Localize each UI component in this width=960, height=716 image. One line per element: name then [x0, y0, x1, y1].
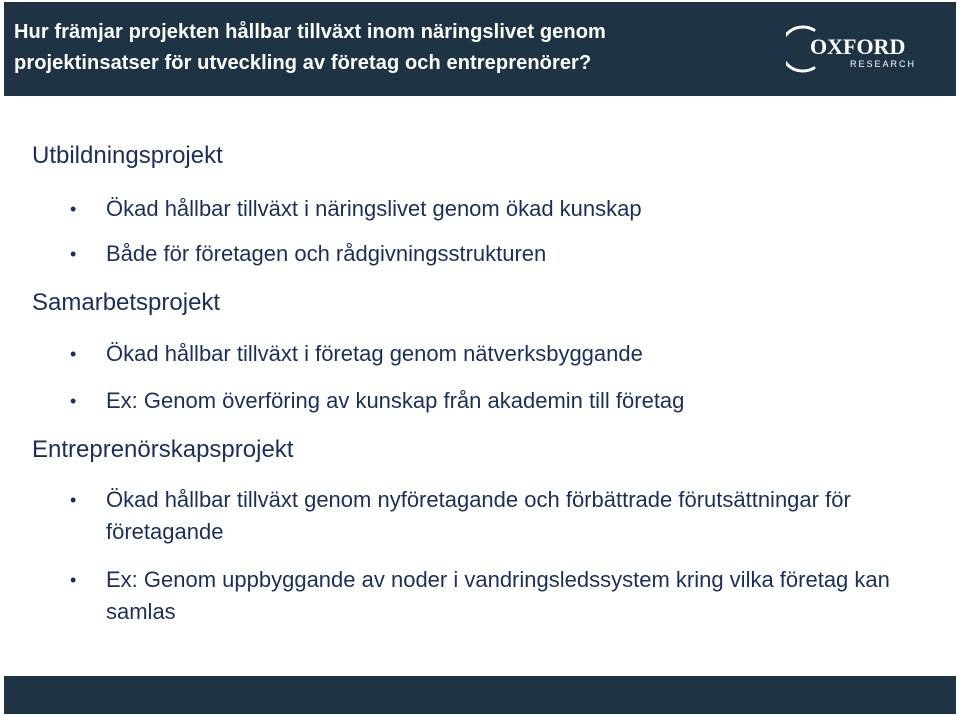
bullet-dot: •	[70, 244, 77, 264]
logo-subtext: RESEARCH	[850, 59, 917, 69]
bullet-text: Ex: Genom uppbyggande av noder i vandringsledssystem kring vilka företag kan samlas	[106, 567, 890, 624]
bullet-dot: •	[70, 490, 77, 510]
bullet-text: Både för företagen och rådgivningsstrukturen	[106, 241, 547, 266]
section-heading-entreprenorskap: Entreprenörskapsprojekt	[32, 436, 294, 463]
oxford-research-logo	[786, 24, 926, 74]
footer-bar	[4, 676, 956, 714]
slide-title: Hur främjar projekten hållbar tillväxt inom näringslivet genom projektinsatser för utveckling av företag och entreprenörer?	[14, 21, 606, 74]
section-heading-utbildning: Utbildningsprojekt	[32, 142, 223, 169]
bullet-dot: •	[70, 570, 77, 590]
bullet-item	[70, 238, 906, 270]
bullet-dot: •	[70, 391, 77, 411]
bullet-item	[70, 564, 906, 628]
bullet-text: Ökad hållbar tillväxt i företag genom nätverksbyggande	[106, 341, 643, 366]
bullet-text: Ökad hållbar tillväxt genom nyföretagande och förbättrade förutsättningar för företagande	[106, 487, 851, 544]
bullet-text: Ex: Genom överföring av kunskap från akademin till företag	[106, 388, 685, 413]
bullet-text: Ökad hållbar tillväxt i näringslivet genom ökad kunskap	[106, 196, 642, 221]
bullet-item	[70, 193, 906, 225]
bullet-item	[70, 484, 906, 548]
bullet-item	[70, 385, 906, 417]
section-heading-samarbete: Samarbetsprojekt	[32, 289, 221, 316]
logo-wordmark: OXFORD	[810, 34, 906, 59]
header-bar	[4, 2, 956, 96]
bullet-item	[70, 338, 906, 370]
bullet-dot: •	[70, 344, 77, 364]
bullet-dot: •	[70, 199, 77, 219]
